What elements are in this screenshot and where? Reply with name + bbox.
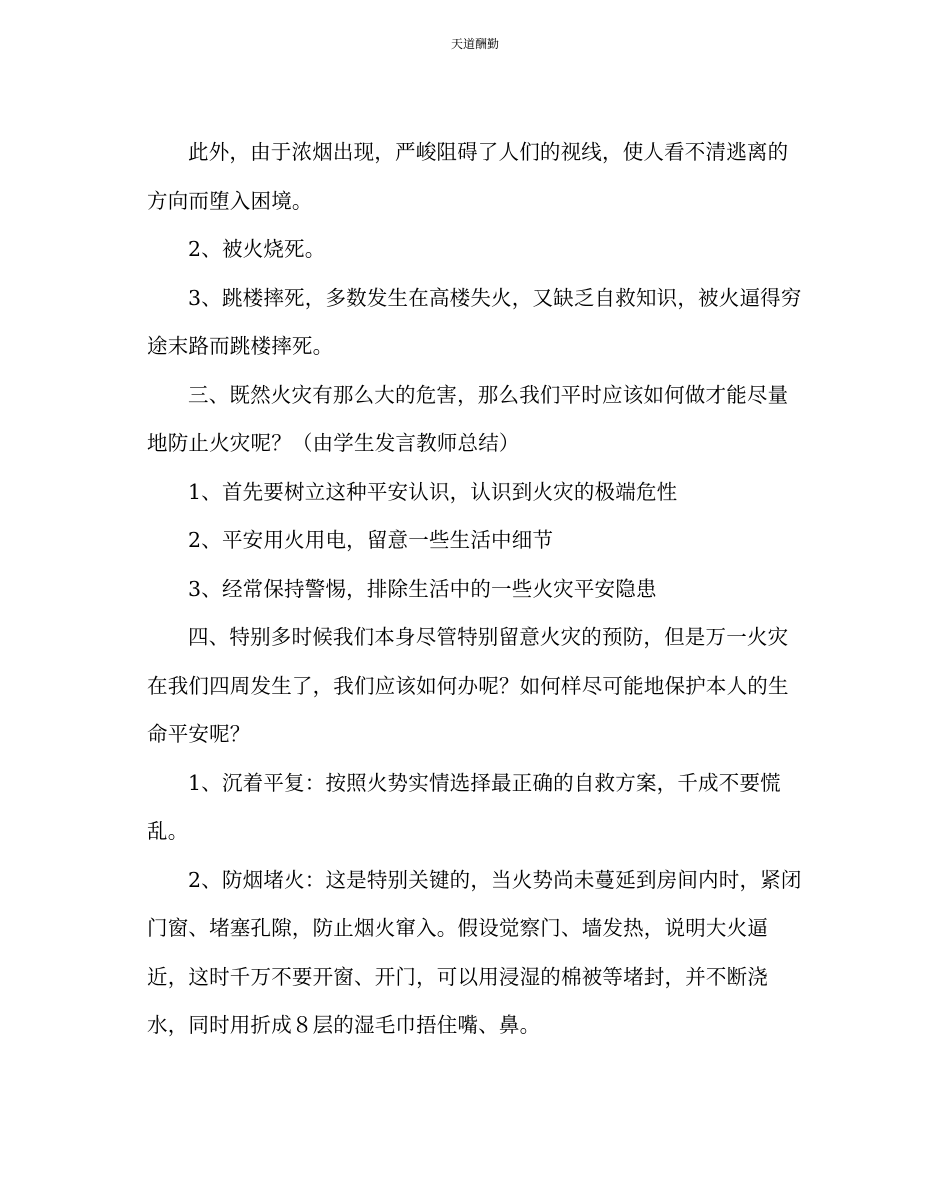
document-body <box>147 128 807 1050</box>
page-header: 天道酬勤 <box>450 37 499 51</box>
paragraph-block-smoke: 2、防烟堵火：这是特别关键的，当火势尚未蔓延到房间内时，紧闭门窗、堵塞孔隙，防止烟火窜入。假设觉察门、墙发热，说明大火逼近，这时千万不要开窗、开门，可以用浸湿的棉被等堵封，并不断浇水，同时用折成８层的湿毛巾捂住嘴、鼻。 <box>147 867 802 1037</box>
paragraph-safety-awareness: 1、首先要树立这种平安认识，认识到火灾的极端危性 <box>188 479 678 504</box>
paragraph-section-three: 三、既然火灾有那么大的危害，那么我们平时应该如何做才能尽量地防止火灾呢？（由学生发言教师总结） <box>147 382 789 455</box>
paragraph-jumping: 3、跳楼摔死，多数发生在高楼失火，又缺乏自救知识，被火逼得穷途末路而跳楼摔死。 <box>147 285 802 358</box>
paragraph-fire-electricity: 2、平安用火用电，留意一些生活中细节 <box>188 528 554 552</box>
paragraph-burned: 2、被火烧死。 <box>188 237 326 261</box>
paragraph-stay-calm: 1、沉着平复：按照火势实情选择最正确的自救方案，千成不要慌乱。 <box>147 770 781 843</box>
paragraph-smoke-obstruction: 此外，由于浓烟出现，严峻阻碍了人们的视线，使人看不清逃离的方向而堕入困境。 <box>147 140 789 213</box>
paragraph-vigilance: 3、经常保持警惕，排除生活中的一些火灾平安隐患 <box>188 576 657 601</box>
paragraph-section-four: 四、特别多时候我们本身尽管特别留意火灾的预防，但是万一火灾在我们四周发生了，我们应该如何办呢？如何样尽可能地保护本人的生命平安呢？ <box>147 625 789 746</box>
